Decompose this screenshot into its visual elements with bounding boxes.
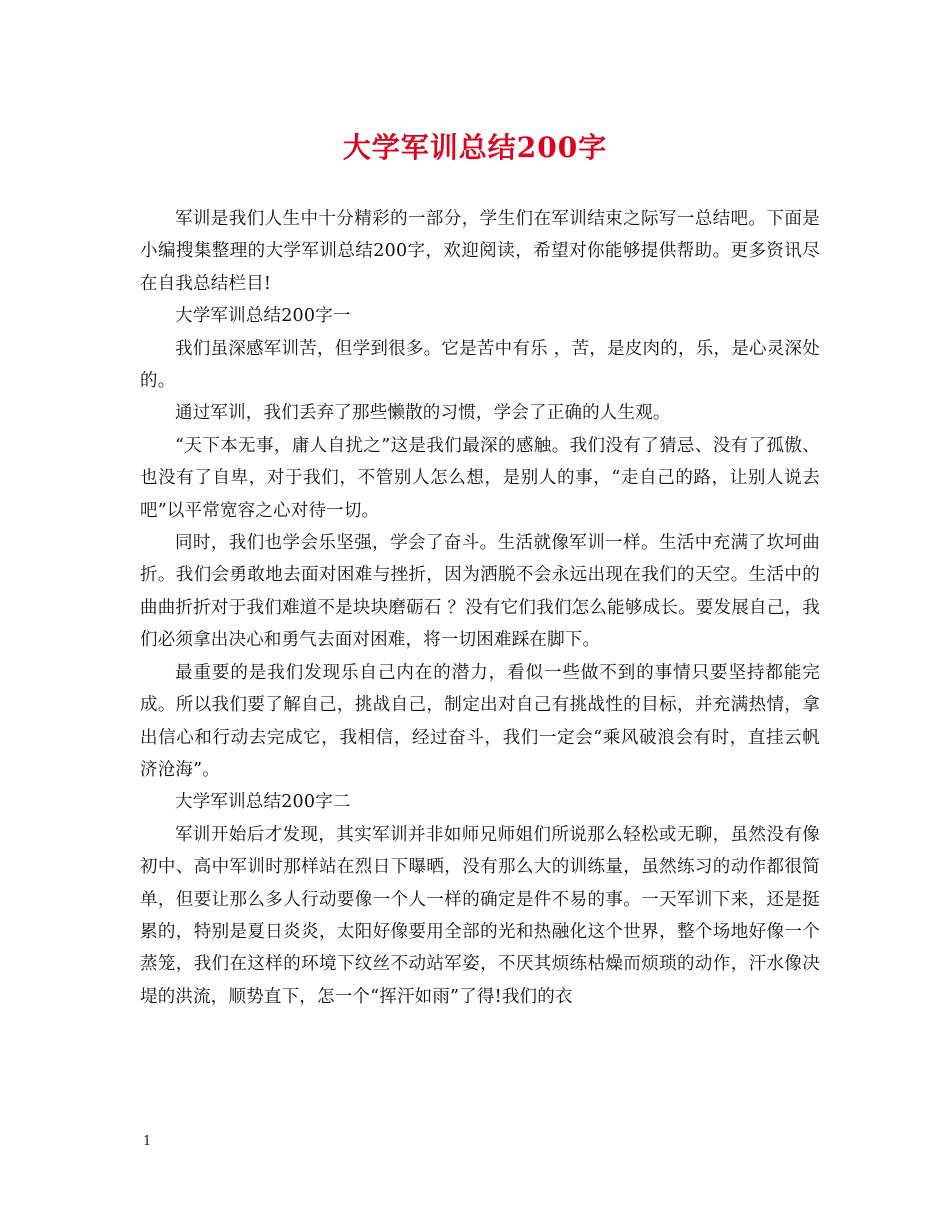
paragraph: 通过军训，我们丢弃了那些懒散的习惯，学会了正确的人生观。 — [175, 403, 671, 424]
document-body — [140, 203, 820, 1013]
paragraph: 我们虽深感军训苦，但学到很多。它是苦中有乐 ，苦，是皮肉的，乐，是心灵深处的。 — [140, 338, 820, 392]
paragraph: 同时，我们也学会乐坚强，学会了奋斗。生活就像军训一样。生活中充满了坎坷曲折。我们会勇敢地去面对困难与挫折，因为洒脱不会永远出现在我们的天空。生活中的曲曲折折对于我们难道不是块块磨砺石 ？没有它们我们怎么能够成长。要发展自己，我们必须拿出决心和勇气去面对困难，将一切困难踩在脚下。 — [140, 533, 820, 651]
paragraph: 军训开始后才发现，其实军训并非如师兄师姐们所说那么轻松或无聊，虽然没有像初中、高中军训时那样站在烈日下曝晒，没有那么大的训练量，虽然练习的动作都很简单，但要让那么多人行动要像一个人一样的确定是件不易的事。一天军训下来，还是挺累的，特别是夏日炎炎，太阳好像要用全部的光和热融化这个世界，整个场地好像一个蒸笼，我们在这样的环境下纹丝不动站军姿，不厌其烦练枯燥而烦琐的动作，汗水像决堤的洪流，顺势直下，怎一个“挥汗如雨”了得!我们的衣 — [140, 824, 820, 1007]
document-title: 大学军训总结200字 — [342, 131, 608, 164]
paragraph-intro: 军训是我们人生中十分精彩的一部分，学生们在军训结束之际写一总结吧。下面是小编搜集整理的大学军训总结200字，欢迎阅读，希望对你能够提供帮助。更多资讯尽在自我总结栏目! — [140, 209, 820, 294]
paragraph: 最重要的是我们发现乐自己内在的潜力，看似一些做不到的事情只要坚持都能完成。所以我们要了解自己，挑战自己，制定出对自己有挑战性的目标，并充满热情，拿出信心和行动去完成它，我相信，经过奋斗，我们一定会“乘风破浪会有时，直挂云帆济沧海”。 — [140, 662, 820, 780]
paragraph: “天下本无事，庸人自扰之”这是我们最深的感触。我们没有了猜忌、没有了孤傲、也没有了自卑，对于我们，不管别人怎么想，是别人的事，“走自己的路，让别人说去吧”以平常宽容之心对待一切。 — [140, 435, 820, 521]
section-heading-two: 大学军训总结200字二 — [175, 792, 351, 813]
page-number: 1 — [143, 1134, 152, 1149]
section-heading-one: 大学军训总结200字一 — [175, 306, 351, 327]
